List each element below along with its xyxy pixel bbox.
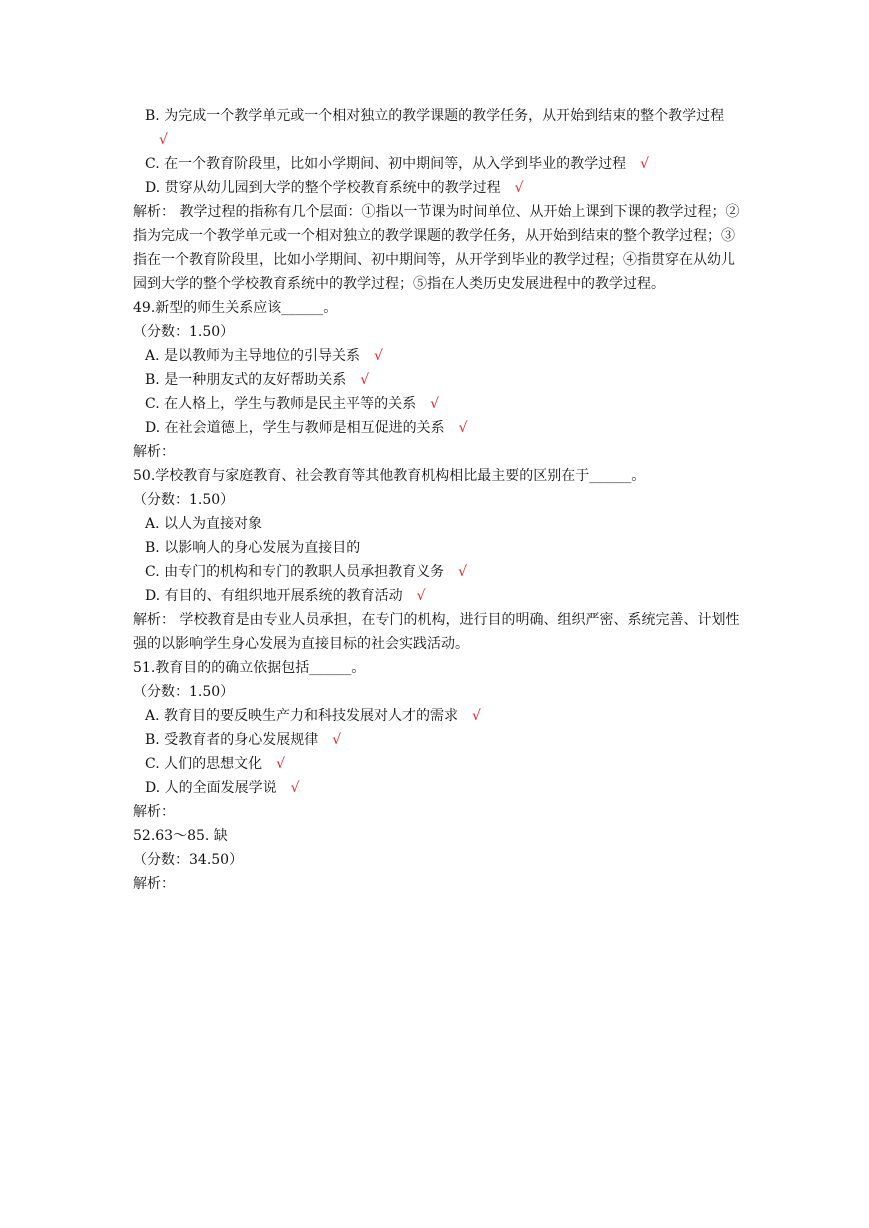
question-49	[133, 296, 743, 464]
question-score: （分数：1.50）	[133, 324, 235, 340]
question-content	[133, 104, 743, 896]
option-c: C. 由专门的机构和专门的教职人员承担教育义务 √	[145, 564, 468, 580]
check-mark-icon: √	[332, 732, 342, 748]
analysis	[133, 608, 743, 656]
analysis-text: 学校教育是由专业人员承担，在专门的机构，进行目的明确、组织严密、系统完善、计划性强的以影响学生身心发展为直接目标的社会实践活动。	[133, 612, 740, 652]
check-mark-icon: √	[458, 420, 468, 436]
option-b: B. 以影响人的身心发展为直接目的	[145, 540, 361, 556]
question-stem: 50.学校教育与家庭教育、社会教育等其他教育机构相比最主要的区别在于______。	[133, 468, 646, 484]
check-mark-icon: √	[514, 180, 524, 196]
option-c: C. 在人格上，学生与教师是民主平等的关系 √	[145, 396, 440, 412]
option-d: D. 在社会道德上，学生与教师是相互促进的关系 √	[145, 420, 468, 436]
check-mark-icon: √	[360, 372, 370, 388]
question-52	[133, 824, 743, 896]
option-d: D. 人的全面发展学说 √	[145, 780, 300, 796]
option-c: C. 人们的思想文化 √	[145, 756, 286, 772]
check-mark-icon: √	[430, 396, 440, 412]
check-mark-icon: √	[276, 756, 286, 772]
option-d: D. 有目的、有组织地开展系统的教育活动 √	[145, 588, 426, 604]
option-b: B. 受教育者的身心发展规律 √	[145, 732, 342, 748]
question-51	[133, 656, 743, 824]
analysis-label: 解析：	[133, 444, 175, 460]
option-b: B. 为完成一个教学单元或一个相对独立的教学课题的教学任务，从开始到结束的整个教学过程√	[145, 108, 725, 148]
question-stem: 52.63～85. 缺	[133, 828, 228, 844]
question-score: （分数：1.50）	[133, 684, 235, 700]
question-stem: 51.教育目的的确立依据包括______。	[133, 660, 366, 676]
check-mark-icon: √	[374, 348, 383, 364]
analysis-label: 解析：	[133, 612, 175, 628]
question-50	[133, 464, 743, 656]
question-48-tail	[133, 104, 743, 296]
analysis-text: 教学过程的指称有几个层面：①指以一节课为时间单位、从开始上课到下课的教学过程；②指为完成一个教学单元或一个相对独立的教学课题的教学任务，从开始到结束的整个教学过程；③指在一个教育阶段里，比如小学期间、初中期间等，从开学到毕业的教学过程；④指贯穿在从幼儿园到大学的整个学校教育系统中的教学过程；⑤指在人类历史发展进程中的教学过程。	[133, 204, 740, 292]
check-mark-icon: √	[472, 708, 481, 724]
check-mark-icon: √	[416, 588, 426, 604]
question-stem: 49.新型的师生关系应该______。	[133, 300, 338, 316]
question-score: （分数：34.50）	[133, 852, 244, 868]
option-c: C. 在一个教育阶段里，比如小学期间、初中期间等，从入学到毕业的教学过程 √	[145, 156, 650, 172]
option-a: A. 是以教师为主导地位的引导关系 √	[145, 348, 383, 364]
check-mark-icon: √	[159, 132, 168, 148]
question-score: （分数：1.50）	[133, 492, 235, 508]
analysis-label: 解析：	[133, 876, 175, 892]
check-mark-icon: √	[458, 564, 468, 580]
option-a: A. 以人为直接对象	[145, 516, 263, 532]
option-d: D. 贯穿从幼儿园到大学的整个学校教育系统中的教学过程 √	[145, 180, 524, 196]
option-a: A. 教育目的要反映生产力和科技发展对人才的需求 √	[145, 708, 481, 724]
check-mark-icon: √	[640, 156, 650, 172]
analysis	[133, 200, 743, 296]
check-mark-icon: √	[290, 780, 300, 796]
option-b: B. 是一种朋友式的友好帮助关系 √	[145, 372, 370, 388]
analysis-label: 解析：	[133, 804, 175, 820]
analysis-label: 解析：	[133, 204, 175, 220]
